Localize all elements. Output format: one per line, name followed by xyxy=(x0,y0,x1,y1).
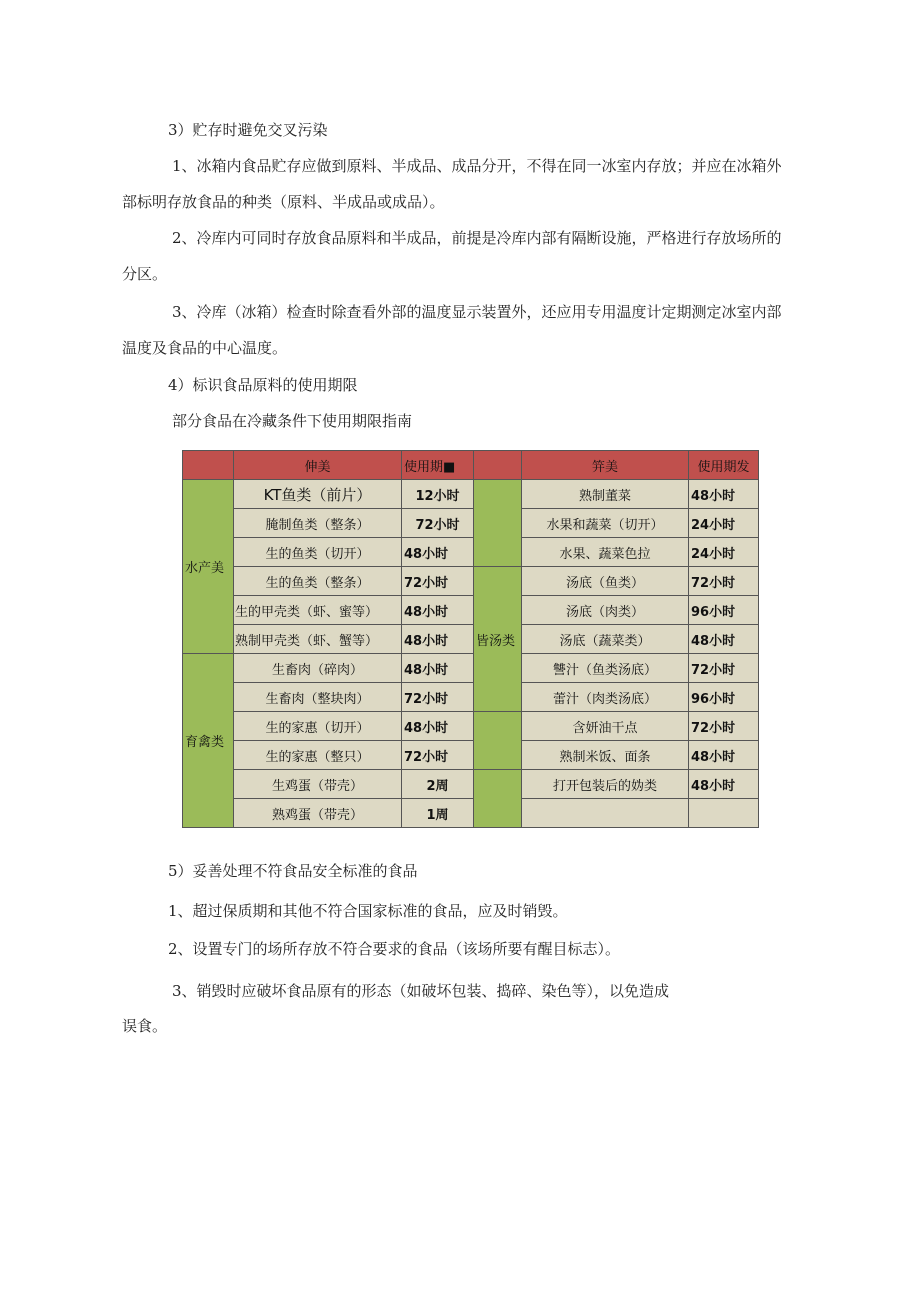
right-item: 水果和蔬菜（切开） xyxy=(522,509,689,538)
table-row xyxy=(183,538,759,567)
s5-paragraph-2: 2、设置专门的场所存放不符合要求的食品（该场所要有醒目标志）。 xyxy=(168,940,621,958)
right-period-empty xyxy=(689,799,759,828)
table-caption: 部分食品在冷藏条件下使用期限指南 xyxy=(172,412,413,430)
s3-paragraph-1-line-2: 部标明存放食品的种类（原料、半成品或成品）。 xyxy=(122,193,445,211)
left-item: KT鱼类（前片） xyxy=(234,480,402,509)
left-period: 48小时 xyxy=(402,654,474,683)
s5-paragraph-1: 1、超过保质期和其他不符合国家标准的食品，应及时销毁。 xyxy=(168,902,568,920)
right-period: 72小时 xyxy=(689,712,759,741)
right-item: 含妍油干点 xyxy=(522,712,689,741)
left-item: 生的家惠（切开） xyxy=(234,712,402,741)
table-row xyxy=(183,654,759,683)
table-row xyxy=(183,770,759,799)
right-item: 熟制董菜 xyxy=(522,480,689,509)
header-item-right: 笄美 xyxy=(522,451,689,480)
group-soup: 皆汤类 xyxy=(474,567,522,712)
left-item: 生鸡蛋（带壳） xyxy=(234,770,402,799)
left-period: 72小时 xyxy=(402,683,474,712)
left-item: 生的家惠（整只） xyxy=(234,741,402,770)
table-row xyxy=(183,741,759,770)
right-item: 汤底（鱼类） xyxy=(522,567,689,596)
left-item: 生的鱼类（切开） xyxy=(234,538,402,567)
left-period: 48小时 xyxy=(402,596,474,625)
right-period: 72小时 xyxy=(689,567,759,596)
left-period: 72小时 xyxy=(402,509,474,538)
right-item: 汤底（蔬菜类） xyxy=(522,625,689,654)
shelf-life-table xyxy=(182,450,759,828)
group-blank-2 xyxy=(474,712,522,770)
table-row xyxy=(183,712,759,741)
header-period-right: 使用期发 xyxy=(689,451,759,480)
s3-paragraph-3-line-2: 温度及食品的中心温度。 xyxy=(122,339,288,357)
table-row xyxy=(183,799,759,828)
left-item: 生畜肉（整块肉） xyxy=(234,683,402,712)
section-3-title: 3）贮存时避免交叉污染 xyxy=(168,121,328,139)
right-item: 打开包装后的妫类 xyxy=(522,770,689,799)
header-blank-right xyxy=(474,451,522,480)
left-item: 生畜肉（碎肉） xyxy=(234,654,402,683)
header-period-left: 使用期■ xyxy=(402,451,474,480)
table-row xyxy=(183,509,759,538)
s3-paragraph-2-line-1: 2、冷库内可同时存放食品原料和半成品，前提是冷库内部有隔断设施，严格进行存放场所的 xyxy=(172,229,782,247)
group-blank-1 xyxy=(474,480,522,567)
table-row xyxy=(183,596,759,625)
right-period: 48小时 xyxy=(689,770,759,799)
right-item: 汤底（肉类） xyxy=(522,596,689,625)
right-period: 24小时 xyxy=(689,538,759,567)
s3-paragraph-1-line-1: 1、冰箱内食品贮存应做到原料、半成品、成品分开，不得在同一冰室内存放；并应在冰箱外 xyxy=(172,157,782,175)
right-period: 96小时 xyxy=(689,683,759,712)
right-period: 96小时 xyxy=(689,596,759,625)
left-period: 48小时 xyxy=(402,625,474,654)
right-period: 48小时 xyxy=(689,625,759,654)
left-period: 48小时 xyxy=(402,712,474,741)
table-row xyxy=(183,567,759,596)
table-header-row xyxy=(183,451,759,480)
right-period: 72小时 xyxy=(689,654,759,683)
left-item: 熟鸡蛋（带壳） xyxy=(234,799,402,828)
s5-paragraph-3-line-1: 3、销毁时应破坏食品原有的形态（如破坏包装、捣碎、染色等），以免造成 xyxy=(172,982,670,1000)
left-period: 2周 xyxy=(402,770,474,799)
group-blank-3 xyxy=(474,770,522,828)
right-item: 讐汁（鱼类汤底） xyxy=(522,654,689,683)
right-item: 熟制米饭、面条 xyxy=(522,741,689,770)
right-item: 水果、蔬菜色拉 xyxy=(522,538,689,567)
right-period: 48小时 xyxy=(689,480,759,509)
section-4-title: 4）标识食品原料的使用期限 xyxy=(168,376,358,394)
left-item: 腌制鱼类（整条） xyxy=(234,509,402,538)
left-period: 72小时 xyxy=(402,567,474,596)
group-aquatic: 水产美 xyxy=(183,480,234,654)
s3-paragraph-2-line-2: 分区。 xyxy=(122,265,168,283)
right-period: 48小时 xyxy=(689,741,759,770)
table-row xyxy=(183,625,759,654)
header-item-left: 伸美 xyxy=(234,451,402,480)
s3-paragraph-3-line-1: 3、冷库（冰箱）检查时除查看外部的温度显示装置外，还应用专用温度计定期测定冰室内部 xyxy=(172,303,782,321)
left-period: 12小时 xyxy=(402,480,474,509)
section-5-title: 5）妥善处理不符食品安全标准的食品 xyxy=(168,862,418,880)
table-row xyxy=(183,480,759,509)
s5-paragraph-3-line-2: 误食。 xyxy=(122,1017,168,1035)
header-blank-left xyxy=(183,451,234,480)
table-row xyxy=(183,683,759,712)
left-period: 1周 xyxy=(402,799,474,828)
right-item-empty xyxy=(522,799,689,828)
left-item: 熟制甲壳类（虾、蟹等） xyxy=(234,625,402,654)
left-item: 生的鱼类（整条） xyxy=(234,567,402,596)
left-period: 48小时 xyxy=(402,538,474,567)
group-livestock: 育禽类 xyxy=(183,654,234,828)
right-period: 24小时 xyxy=(689,509,759,538)
right-item: 蕾汁（肉类汤底） xyxy=(522,683,689,712)
left-item: 生的甲壳类（虾、蜜等） xyxy=(234,596,402,625)
left-period: 72小时 xyxy=(402,741,474,770)
